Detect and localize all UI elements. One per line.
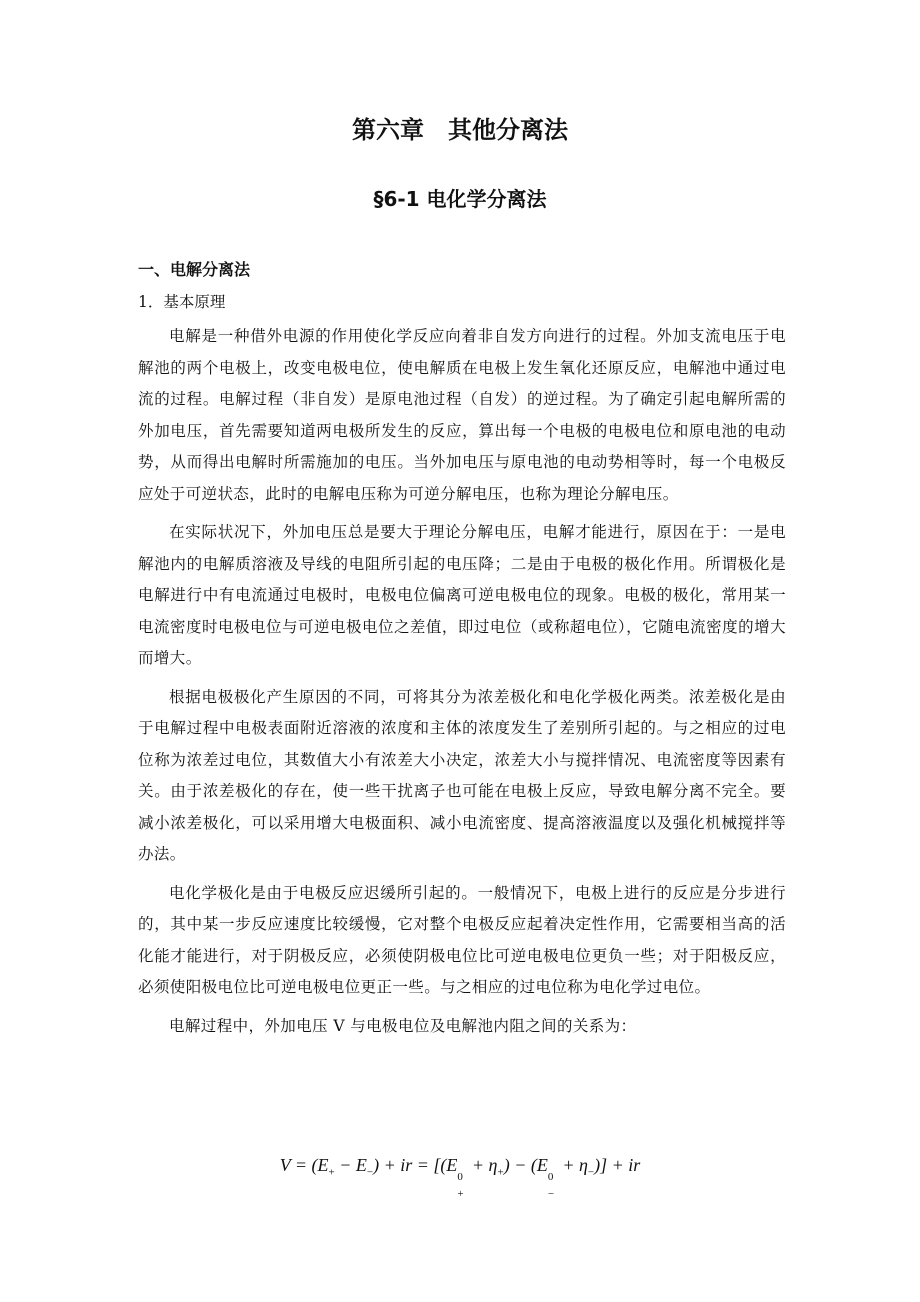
body-text [138, 321, 786, 1049]
eq-sub-plus: + [328, 1166, 335, 1179]
eq-part: + η [557, 1155, 588, 1175]
paragraph: 在实际状况下，外加电压总是要大于理论分解电压，电解才能进行，原因在于：一是电解池内的电解质溶液及导线的电阻所引起的电压降；二是由于电极的极化作用。所谓极化是电解进行中有电流通过电极时，电极电位偏离可逆电极电位的现象。电极的极化，常用某一电流密度时电极电位与可逆电极电位之差值，即过电位（或称超电位），它随电流密度的增大而增大。 [138, 523, 786, 667]
eq-part: ) − (E [503, 1155, 548, 1175]
eq-part: = (E [290, 1155, 329, 1175]
eq-sup-zero: 0 [457, 1171, 463, 1183]
voltage-equation [0, 1150, 920, 1200]
eq-part: − E [334, 1155, 367, 1175]
numbered-heading: 1．基本原理 [138, 293, 226, 311]
paragraph: 电解是一种借外电源的作用使化学反应向着非自发方向进行的过程。外加支流电压于电解池的两个电极上，改变电极电位，使电解质在电极上发生氧化还原反应，电解池中通过电流的过程。电解过程（非自发）是原电池过程（自发）的逆过程。为了确定引起电解所需的外加电压，首先需要知道两电极所发生的反应，算出每一个电极的电极电位和原电池的电动势，从而得出电解时所需施加的电压。当外加电压与原电池的电动势相等时，每一个电极反应处于可逆状态，此时的电解电压称为可逆分解电压，也称为理论分解电压。 [138, 327, 786, 503]
eq-sub-plus: + [497, 1166, 504, 1179]
subsection-heading: 一、电解分离法 [138, 260, 251, 279]
eq-sub-minus: − [547, 1188, 555, 1200]
paragraph: 根据电极极化产生原因的不同，可将其分为浓差极化和电化学极化两类。浓差极化是由于电解过程中电极表面附近溶液的浓度和主体的浓度发生了差别所引起的。与之相应的过电位称为浓差过电位，其数值大小有浓差大小决定，浓差大小与搅拌情况、电流密度等因素有关。由于浓差极化的存在，使一些干扰离子也可能在电极上反应，导致电解分离不完全。要减小浓差极化，可以采用增大电极面积、减小电流密度、提高溶液温度以及强化机械搅拌等办法。 [138, 687, 786, 863]
eq-sup-zero: 0 [547, 1171, 554, 1183]
paragraph: 电化学极化是由于电极反应迟缓所引起的。一般情况下，电极上进行的反应是分步进行的，其中某一步反应速度比较缓慢，它对整个电极反应起着决定性作用，它需要相当高的活化能才能进行，对于阴极反应，必须使阴极电位比可逆电极电位更负一些；对于阳极反应，必须使阳极电位比可逆电极电位更正一些。与之相应的过电位称为电化学过电位。 [138, 883, 786, 996]
eq-part: + η [467, 1155, 498, 1175]
eq-lhs: V [279, 1155, 291, 1175]
eq-sub-minus: − [366, 1166, 374, 1179]
eq-part: )] + ir [594, 1155, 641, 1175]
paragraph: 电解过程中，外加电压 V 与电极电位及电解池内阻之间的关系为： [169, 1016, 637, 1035]
eq-sub-minus: − [587, 1166, 595, 1179]
eq-sub-plus: + [457, 1188, 464, 1200]
section-title: §6-1 电化学分离法 [373, 187, 547, 211]
eq-part: ) + ir = [(E [373, 1155, 458, 1175]
chapter-title: 第六章 其他分离法 [352, 116, 568, 144]
